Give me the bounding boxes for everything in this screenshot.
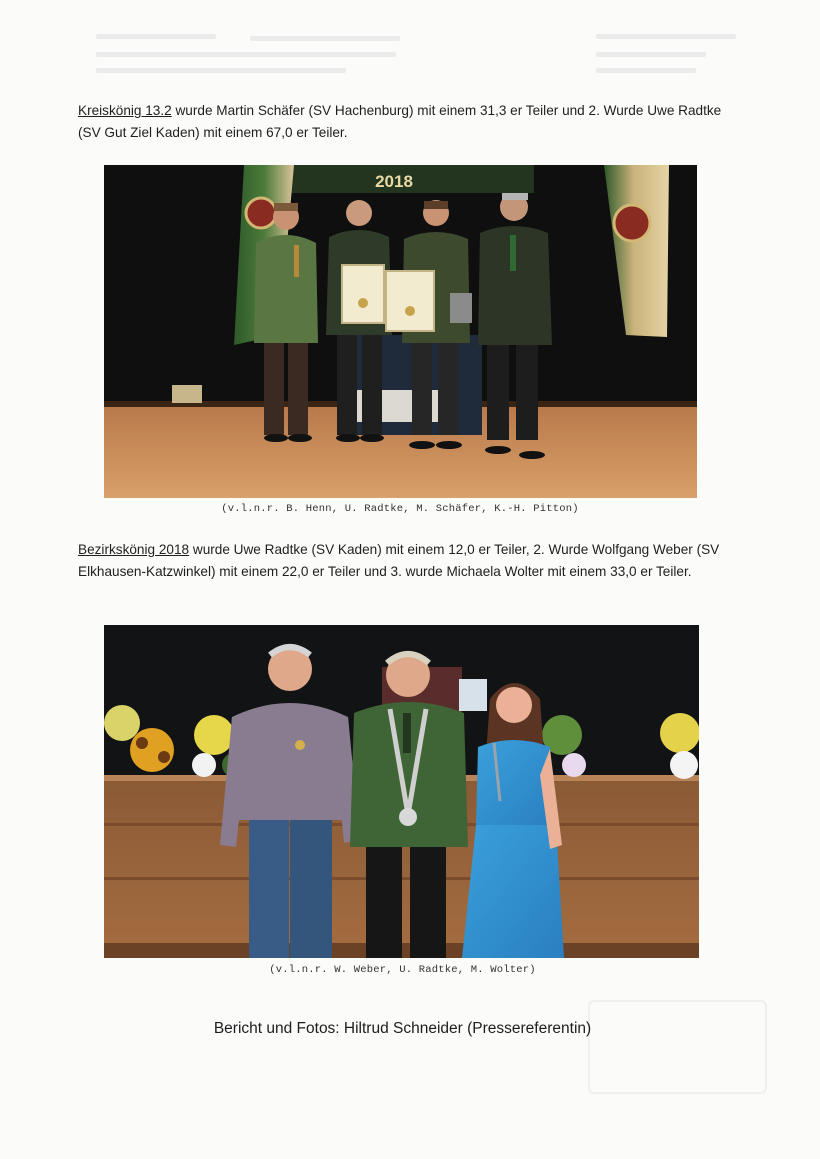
report-credit: Bericht und Fotos: Hiltrud Schneider (Pressereferentin) <box>213 1020 592 1037</box>
bezirkskoenig-text: wurde Uwe Radtke (SV Kaden) mit einem 12,0 er Teiler, 2. Wurde Wolfgang Weber (SV Elkhausen-Katzwinkel) mit einem 22,0 er Teiler und 3. wurde Michaela Wolter mit einem 33,0 er Teiler. <box>78 542 720 579</box>
banner-year-text: 2018 <box>375 172 413 191</box>
bleed-through-mark <box>596 52 706 57</box>
kreiskoenig-paragraph <box>78 100 728 144</box>
bezirkskoenig-paragraph <box>78 539 728 583</box>
bezirk-winners-photo <box>104 625 699 958</box>
photo2-caption: (v.l.n.r. W. Weber, U. Radtke, M. Wolter) <box>269 964 536 976</box>
photo1-caption: (v.l.n.r. B. Henn, U. Radtke, M. Schäfer, K.-H. Pitton) <box>221 503 579 515</box>
bleed-through-mark <box>596 34 736 39</box>
bleed-through-mark <box>596 68 696 73</box>
bleed-through-mark <box>96 52 396 57</box>
kreiskoenig-text: wurde Martin Schäfer (SV Hachenburg) mit einem 31,3 er Teiler und 2. Wurde Uwe Radtke (SV Gut Ziel Kaden) mit einem 67,0 er Teiler. <box>78 103 722 140</box>
bleed-through-mark <box>250 36 400 41</box>
bleed-through-logo <box>588 1000 767 1094</box>
bezirkskoenig-heading: Bezirkskönig 2018 <box>78 542 190 557</box>
award-ceremony-photo <box>104 165 697 498</box>
bleed-through-mark <box>96 34 216 39</box>
bleed-through-mark <box>96 68 346 73</box>
kreiskoenig-heading: Kreiskönig 13.2 <box>78 103 172 118</box>
